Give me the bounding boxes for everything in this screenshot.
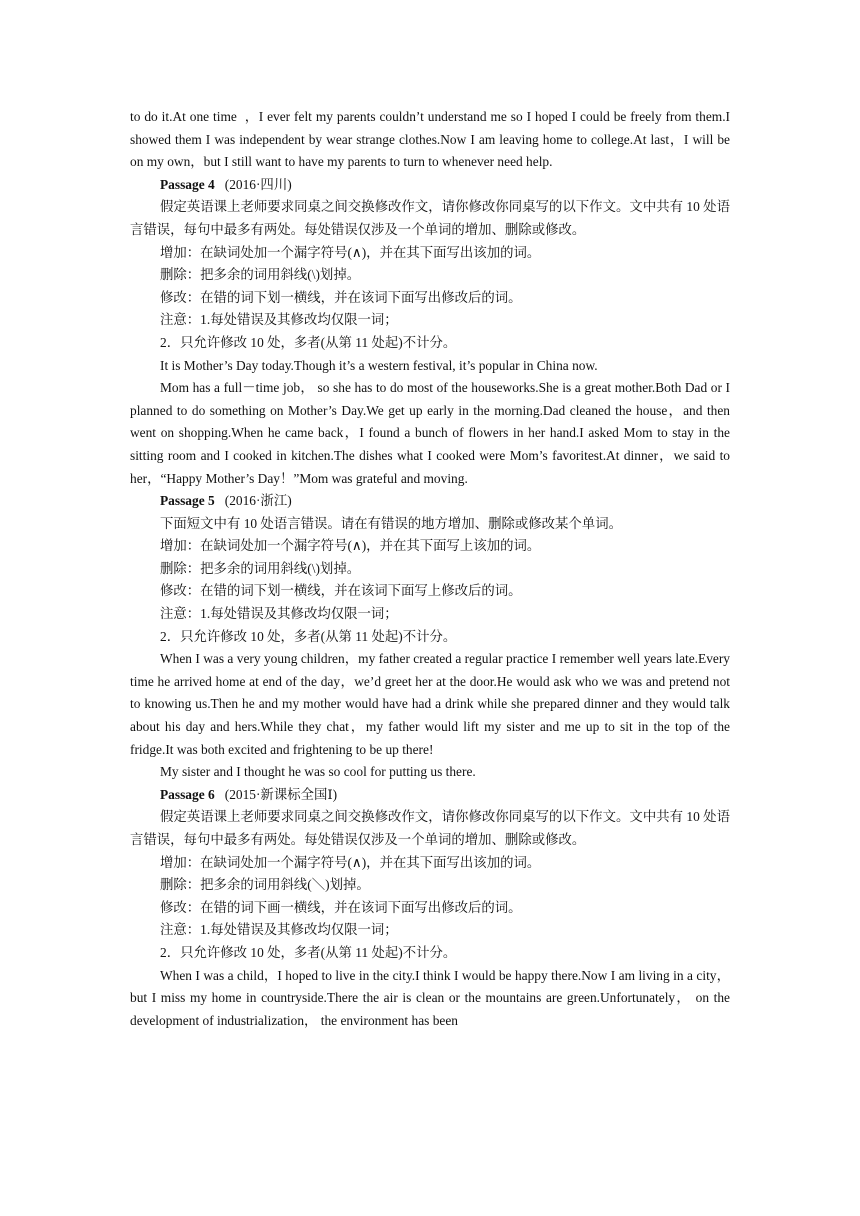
passage-5-rule-modify: 修改：在错的词下划一横线，并在该词下面写上修改后的词。 — [160, 583, 522, 599]
passage-5-heading — [130, 490, 730, 513]
passage-5-title: Passage 5 — [160, 493, 215, 509]
passage-5-text-1: When I was a very young children，my father created a regular practice I remember well years late.Every time he arrived home at end of the day，we’d greet her at the door.He would ask who we was and pretend not to knowing us.Then he and my mother would have had a drink while she prepared dinner and they would talk about his day and hers.While they chat，my father would lift my sister and me up to sit in the top of the fridge.It was both excited and frightening to be up there! — [130, 651, 730, 757]
passage-6-heading — [130, 784, 730, 807]
passage-4-text-2: Mom has a full－time job， so she has to do most of the houseworks.She is a great mother.Both Dad or I planned to do something on Mother’s Day.We get up early in the morning.Dad cleaned the house，and then went on shopping.When he came back，I found a bunch of flowers in her hand.I asked Mom to stay in the sitting room and I cooked in kitchen.The dishes what I cooked were Mom’s favoritest.At dinner，we said to her，“Happy Mother’s Day！”Mom was grateful and moving. — [130, 380, 730, 486]
passage-5-rule-add: 增加：在缺词处加一个漏字符号(∧)，并在其下面写上该加的词。 — [160, 538, 541, 554]
passage-4-note-1: 注意：1.每处错误及其修改均仅限一词； — [160, 312, 398, 328]
passage-3-tail: to do it.At one time ，I ever felt my parents couldn’t understand me so I hoped I could be freely from them.I showed them I was independent by wear strange clothes.Now I am leaving home to college.At last，I will be on my own，but I still want to have my parents to turn to whenever need help. — [130, 109, 730, 170]
passage-6-rule-add: 增加：在缺词处加一个漏字符号(∧)，并在其下面写出该加的词。 — [160, 854, 541, 870]
passage-4-title: Passage 4 — [160, 176, 215, 192]
passage-4-note-2: 2．只允许修改 10 处，多者(从第 11 处起)不计分。 — [160, 334, 457, 350]
passage-4-intro: 假定英语课上老师要求同桌之间交换修改作文，请你修改你同桌写的以下作文。文中共有 10 处语言错误，每句中最多有两处。每处错误仅涉及一个单词的增加、删除或修改。 — [130, 199, 730, 237]
passage-6-rule-delete: 删除：把多余的词用斜线(＼)划掉。 — [160, 877, 370, 893]
passage-5-note-1: 注意：1.每处错误及其修改均仅限一词； — [160, 606, 398, 622]
passage-6-intro: 假定英语课上老师要求同桌之间交换修改作文，请你修改你同桌写的以下作文。文中共有 10 处语言错误，每句中最多有两处。每处错误仅涉及一个单词的增加、删除或修改。 — [130, 809, 730, 847]
passage-4-rule-delete: 删除：把多余的词用斜线(\)划掉。 — [160, 267, 361, 283]
passage-6-note-2: 2．只允许修改 10 处，多者(从第 11 处起)不计分。 — [160, 944, 457, 960]
passage-4-rule-modify: 修改：在错的词下划一横线，并在该词下面写出修改后的词。 — [160, 289, 522, 305]
passage-6-source: (2015·新课标全国Ⅰ) — [224, 786, 338, 802]
passage-6-title: Passage 6 — [160, 786, 215, 802]
passage-5-rule-delete: 删除：把多余的词用斜线(\)划掉。 — [160, 560, 361, 576]
passage-6-rule-modify: 修改：在错的词下画一横线，并在该词下面写出修改后的词。 — [160, 899, 522, 915]
passage-6-note-1: 注意：1.每处错误及其修改均仅限一词； — [160, 922, 398, 938]
passage-5-source: (2016·浙江) — [224, 493, 292, 509]
passage-4-text-1: It is Mother’s Day today.Though it’s a western festival, it’s popular in China now. — [160, 357, 598, 373]
document-page — [130, 106, 730, 1032]
passage-5-note-2: 2．只允许修改 10 处，多者(从第 11 处起)不计分。 — [160, 628, 457, 644]
passage-4-heading — [130, 174, 730, 197]
passage-5-intro: 下面短文中有 10 处语言错误。请在有错误的地方增加、删除或修改某个单词。 — [160, 515, 622, 531]
passage-4-rule-add: 增加：在缺词处加一个漏字符号(∧)，并在其下面写出该加的词。 — [160, 244, 541, 260]
passage-5-text-2: My sister and I thought he was so cool for putting us there. — [160, 764, 476, 780]
passage-4-source: (2016·四川) — [224, 176, 292, 192]
passage-6-text-1: When I was a child，I hoped to live in the city.I think I would be happy there.Now I am living in a city， but I miss my home in countryside.There the air is clean or the mountains are green.Unfortunately， on the development of industrialization， the environment has been — [130, 967, 730, 1028]
